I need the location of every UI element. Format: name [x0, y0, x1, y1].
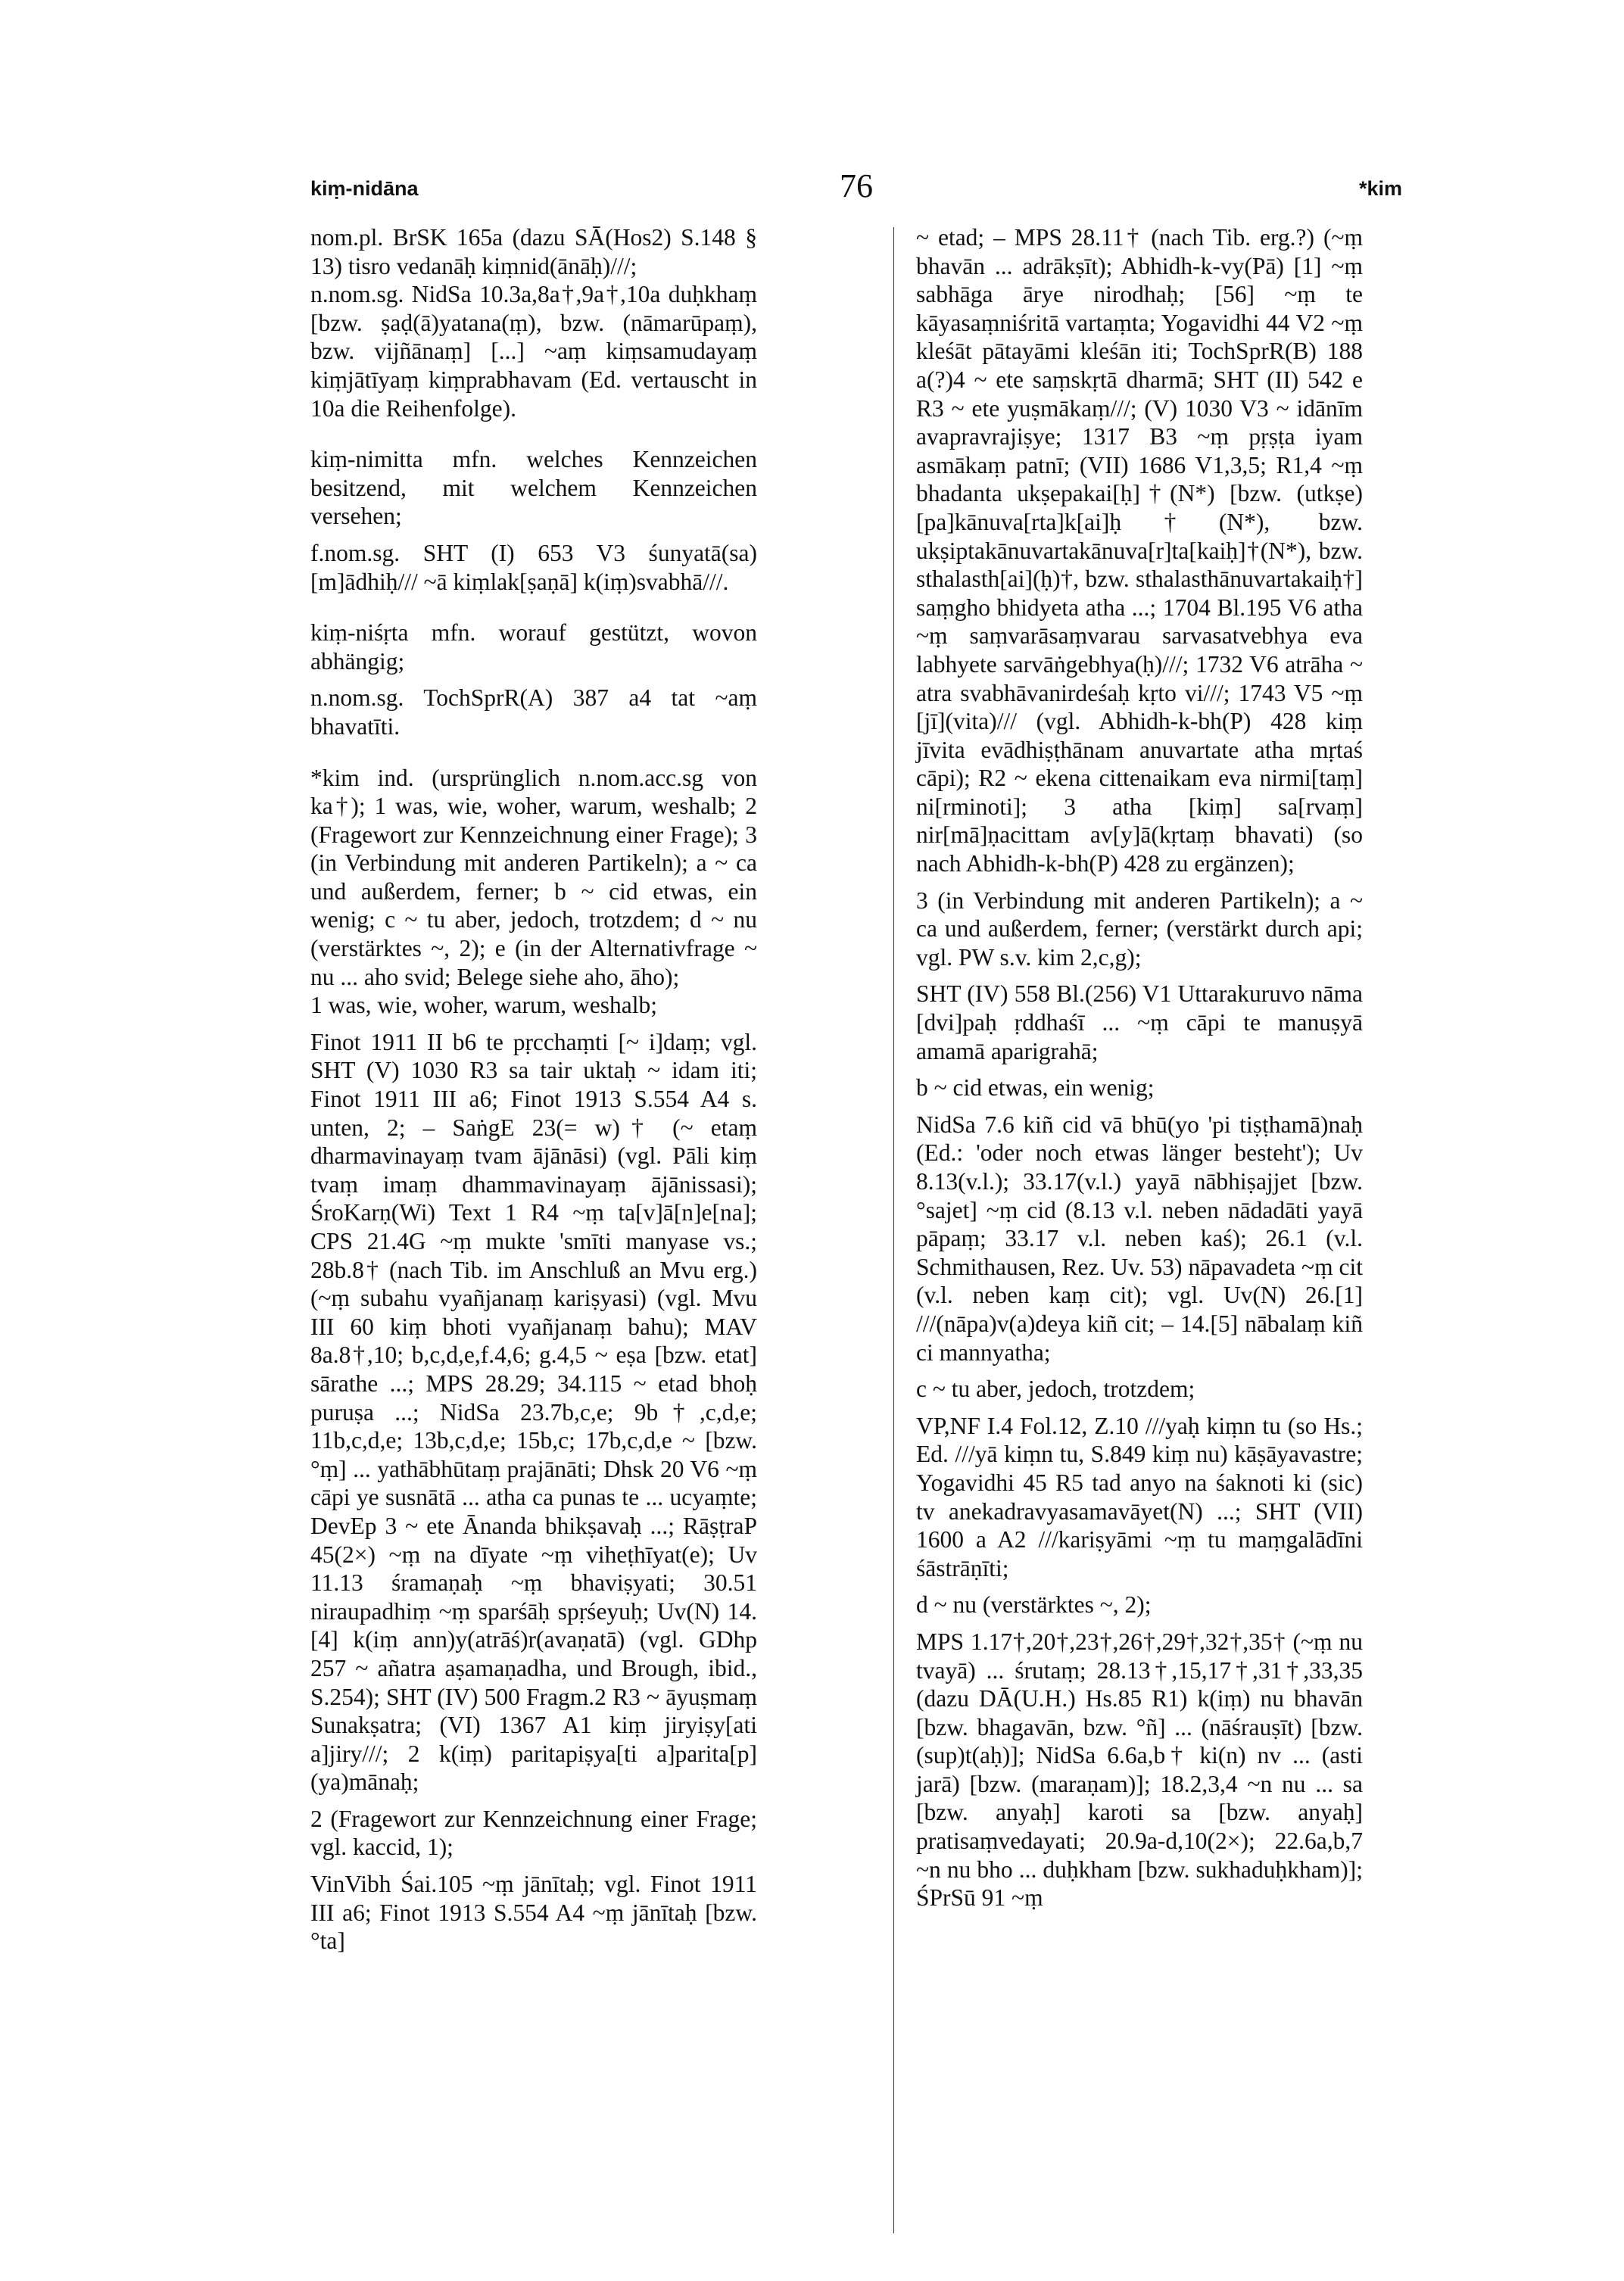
dictionary-paragraph: c ~ tu aber, jedoch, trotzdem; — [916, 1376, 1195, 1403]
column-divider — [893, 227, 894, 2233]
dictionary-paragraph: MPS 1.17†,20†,23†,26†,29†,32†,35† (~ṃ nu tvayā) ... śrutaṃ; 28.13†,15,17†,31†,33,35 (dazu DĀ(U.H.) Hs.85 R1) k(iṃ) nu bhavān [bzw. bhagavān, bzw. °ñ] ... (nāśrauṣīt) [bzw. (sup)t(aḥ)]; NidSa 6.6a,b† ki(n) nv ... (asti jarā) [bzw. (maraṇam)]; 18.2,3,4 ~n nu ... sa [bzw. anyaḥ] karoti sa [bzw. anyaḥ] pratisaṃvedayati; 20.9a-d,10(2×); 22.6a,b,7 ~n nu bho ... duḥkham [bzw. sukhaduḥkham)]; ŚPrSū 91 ~ṃ — [916, 1628, 1363, 1912]
dictionary-paragraph: n.nom.sg. NidSa 10.3a,8a†,9a†,10a duḥkhaṃ [bzw. ṣaḍ(ā)yatana(ṃ), bzw. (nāmarūpaṃ), bzw. vijñānaṃ] [...] ~aṃ kiṃsamudayaṃ kiṃjātīyaṃ kiṃprabhavam (Ed. vertauscht in 10a die Reihenfolge). — [310, 281, 757, 422]
dictionary-paragraph: d ~ nu (verstärktes ~, 2); — [916, 1591, 1152, 1619]
paragraph-gap — [310, 675, 757, 684]
right-column — [916, 223, 1363, 1912]
paragraph-gap — [916, 971, 1363, 980]
dictionary-paragraph: 2 (Fragewort zur Kennzeichnung einer Frage; vgl. kaccid, 1); — [310, 1805, 757, 1861]
dictionary-paragraph: f.nom.sg. SHT (I) 653 V3 śunyatā(sa)[m]ādhiḥ/// ~ā kiṃlak[ṣaṇā] k(iṃ)svabhā///. — [310, 539, 757, 595]
entry-gap — [310, 596, 757, 619]
dictionary-paragraph: n.nom.sg. TochSprR(A) 387 a4 tat ~aṃ bhavatīti. — [310, 684, 757, 740]
dictionary-paragraph: VinVibh Śai.105 ~ṃ jānītaḥ; vgl. Finot 1911 III a6; Finot 1913 S.554 A4 ~ṃ jānītaḥ [bzw. °ta] — [310, 1871, 757, 1955]
dictionary-paragraph: Finot 1911 II b6 te pṛcchaṃti [~ i]daṃ; vgl. SHT (V) 1030 R3 sa tair uktaḥ ~ idam iti; Finot 1911 III a6; Finot 1913 S.554 A4 s. unten, 2; – SaṅgE 23(= w)† (~ etaṃ dharmavinayaṃ tvam ājānāsi) (vgl. Pāli kiṃ tvaṃ imaṃ dhammavinayaṃ ājānissasi); ŚroKarṇ(Wi) Text 1 R4 ~ṃ ta[v]ā[n]e[na]; CPS 21.4G ~ṃ mukte 'smīti manyase vs.; 28b.8† (nach Tib. im Anschluß an Mvu erg.) (~ṃ subahu vyañjanaṃ kariṣyasi) (vgl. Mvu III 60 kiṃ bhoti vyañjanaṃ bahu); MAV 8a.8†,10; b,c,d,e,f.4,6; g.4,5 ~ eṣa [bzw. etat] sārathe ...; MPS 28.29; 34.115 ~ etad bhoḥ puruṣa ...; NidSa 23.7b,c,e; 9b†,c,d,e; 11b,c,d,e; 13b,c,d,e; 15b,c; 17b,c,d,e ~ [bzw. °ṃ] ... yathābhūtaṃ prajānāti; Dhsk 20 V6 ~ṃ cāpi ye susnātā ... atha ca punas te ... ucyaṃte; DevEp 3 ~ ete Ānanda bhikṣavaḥ ...; RāṣṭraP 45(2×) ~ṃ na dīyate ~ṃ viheṭhīyat(e); Uv 11.13 śramaṇaḥ ~ṃ bhaviṣyati; 30.51 niraupadhiṃ ~ṃ sparśāḥ spṛśeyuḥ; Uv(N) 14.[4] k(iṃ ann)y(atrāś)r(avaṇatā) (vgl. GDhp 257 ~ añatra aṣamaṇadha, und Brough, ibid., S.254); SHT (IV) 500 Fragm.2 R3 ~ āyuṣmaṃ Sunakṣatra; (VI) 1367 A1 kiṃ jiryiṣy[ati a]jiry///; 2 k(iṃ) paritapiṣya[ti a]parita[p](ya)mānaḥ; — [310, 1028, 757, 1796]
dictionary-paragraph: VP,NF I.4 Fol.12, Z.10 ///yaḥ kiṃn tu (so Hs.; Ed. ///yā kiṃn tu, S.849 kiṃ nu) kāṣāyavastre; Yogavidhi 45 R5 tad anyo na śaknoti ki (sic) tv anekadravyasamavāyet(N) ...; SHT (VII) 1600 a A2 ///kariṣyāmi ~ṃ tu maṃgalādīni śāstrāṇīti; — [916, 1412, 1363, 1581]
dictionary-paragraph: 3 (in Verbindung mit anderen Partikeln); a ~ ca und außerdem, ferner; (verstärkt durch api; vgl. PW s.v. kim 2,c,g); — [916, 887, 1363, 971]
page-number: 76 — [840, 167, 873, 204]
dictionary-paragraph: kiṃ-nimitta mfn. welches Kennzeichen besitzend, mit welchem Kennzeichen versehen; — [310, 446, 757, 530]
paragraph-gap — [916, 1065, 1363, 1074]
dictionary-paragraph: SHT (IV) 558 Bl.(256) V1 Uttarakuruvo nāma [dvi]paḥ ṛddhaśī ... ~ṃ cāpi te manuṣyā amamā aparigrahā; — [916, 980, 1363, 1064]
dictionary-paragraph: ~ etad; – MPS 28.11† (nach Tib. erg.?) (~ṃ bhavān ... adrākṣīt); Abhidh-k-vy(Pā) [1] ~ṃ sabhāga ārye nirodhaḥ; [56] ~ṃ te kāyasaṃniśritā vartaṃta; Yogavidhi 44 V2 ~ṃ kleśāt pātayāmi kleśān iti; TochSprR(B) 188 a(?)4 ~ ete saṃskṛtā dharmā; SHT (II) 542 e R3 ~ ete yuṣmākaṃ///; (V) 1030 V3 ~ idānīm avapravrajiṣye; 1317 B3 ~ṃ pṛṣṭa iyam asmākaṃ patnī; (VII) 1686 V1,3,5; R1,4 ~ṃ bhadanta ukṣepakai[ḥ]†(N*) [bzw. (utkṣe)[pa]kānuva[rta]k[ai]ḥ†(N*), bzw. ukṣiptakānuvartakānuva[r]ta[kaiḥ]†(N*), bzw. sthalasth[ai](ḥ)†, bzw. sthalasthānuvartakaiḥ†] saṃgho bhidyeta atha ...; 1704 Bl.195 V6 atha ~ṃ saṃvarāsaṃvarau sarvasatvebhya eva labhyete sarvāṅgebhya(ḥ)///; 1732 V6 atrāha ~ atra svabhāvanirdeśaḥ kṛto vi///; 1743 V5 ~ṃ [jī](vita)/// (vgl. Abhidh-k-bh(P) 428 kiṃ jīvita evādhiṣṭhānam anuvartate atha mṛtaś cāpi); R2 ~ ekena cittenaikam eva nirmi[taṃ] ni[rminoti]; 3 atha [kiṃ] sa[rvaṃ] nir[mā]ṇacittam av[y]ā(kṛtaṃ bhavati) (so nach Abhidh-k-bh(P) 428 zu ergänzen); — [916, 224, 1363, 877]
dictionary-paragraph: NidSa 7.6 kiñ cid vā bhū(yo 'pi tiṣṭhamā)naḥ (Ed.: 'oder noch etwas länger besteht'); Uv 8.13(v.l.); 33.17(v.l.) yayā nābhiṣajjet [bzw. °sajet] ~ṃ cid (8.13 v.l. neben nādadāti yayā pāpaṃ; 33.17 v.l. neben kaś); 26.1 (v.l. Schmithausen, Rez. Uv. 53) nāpavadeta ~ṃ cit (v.l. neben kaṃ cit); vgl. Uv(N) 26.[1] ///(nāpa)v(a)deya kiñ cit; – 14.[5] nābalaṃ kiñ ci mannyatha; — [916, 1111, 1363, 1366]
left-column — [310, 223, 757, 1955]
entry-gap — [310, 422, 757, 445]
dictionary-paragraph: 1 was, wie, woher, warum, weshalb; — [310, 992, 657, 1019]
dictionary-paragraph: b ~ cid etwas, ein wenig; — [916, 1074, 1155, 1102]
entry-gap — [310, 741, 757, 764]
dictionary-paragraph: nom.pl. BrSK 165a (dazu SĀ(Hos2) S.148 § 13) tisro vedanāḥ kiṃnid(ānāḥ)///; — [310, 224, 757, 279]
paragraph-gap — [916, 1102, 1363, 1111]
paragraph-gap — [310, 1862, 757, 1870]
paragraph-gap — [310, 1020, 757, 1028]
running-head-left: kiṃ-nidāna — [310, 177, 419, 200]
dictionary-paragraph: *kim ind. (ursprünglich n.nom.acc.sg von ka†); 1 was, wie, woher, warum, weshalb; 2 (Fragewort zur Kennzeichnung einer Frage); 3 (in Verbindung mit anderen Partikeln); a ~ ca und außerdem, ferner; b ~ cid etwas, ein wenig; c ~ tu aber, jedoch, trotzdem; d ~ nu (verstärktes ~, 2); e (in der Alternativfrage ~ nu ... aho svid; Belege siehe aho, āho); — [310, 764, 757, 990]
paragraph-gap — [310, 1796, 757, 1805]
paragraph-gap — [310, 531, 757, 539]
paragraph-gap — [916, 878, 1363, 887]
paragraph-gap — [916, 1366, 1363, 1375]
paragraph-gap — [916, 1582, 1363, 1591]
paragraph-gap — [916, 1404, 1363, 1412]
running-head-right: *kim — [1358, 177, 1402, 200]
paragraph-gap — [916, 1619, 1363, 1628]
dictionary-paragraph: kiṃ-niśṛta mfn. worauf gestützt, wovon abhängig; — [310, 619, 757, 675]
page-header — [310, 167, 1402, 212]
